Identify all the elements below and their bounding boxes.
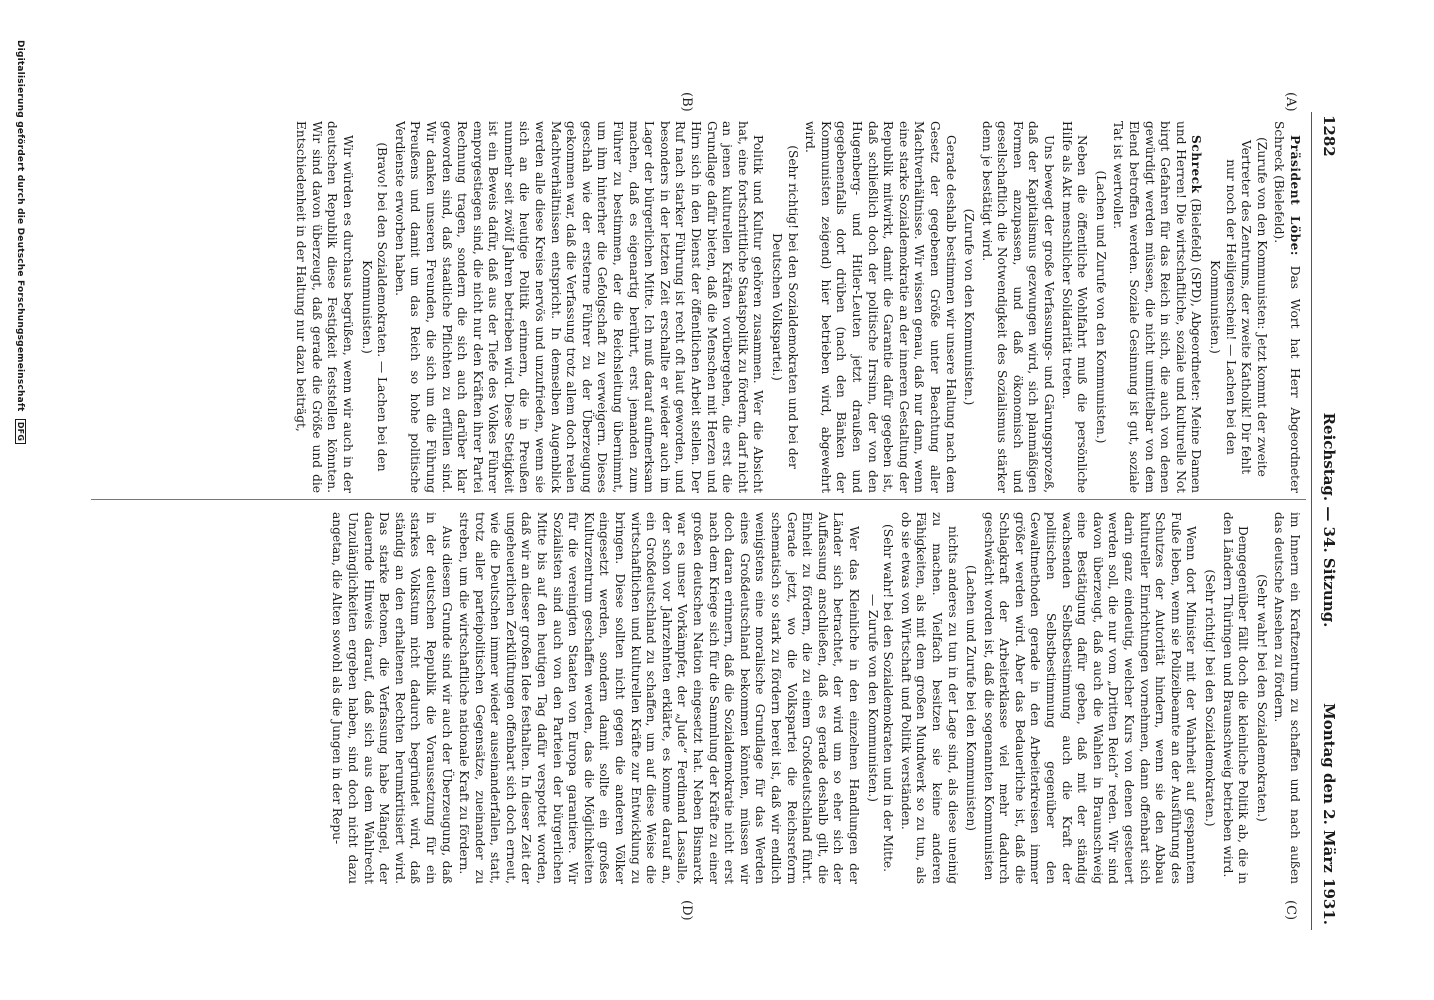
speaker-name: Präsident Löbe: — [1288, 135, 1302, 256]
header-rule — [1311, 112, 1312, 930]
speaker-name: Schreck — [1189, 135, 1204, 194]
paragraph-text: Gerade deshalb bestimmen wir unsere Haltung nach dem Gesetz der gegebenen Größe unter Beachtung aller Machtverhältnisse. Wir wissen genau, daß nur dann, wenn eine starke Sozialdemokratie an der inneren Gestaltung der Republik mitwirkt, damit die Garantie dafür gegeben ist, daß schließlich doch der politische Irrsinn, der von den Hugenberg- und Hitler-Leuten jetzt draußen und gegebenenfalls dort drüben (nach den Bänken der Kommunisten zeigend) hier betrieben wird, abgewehrt wird. — [803, 121, 958, 493]
left-text-column — [92, 121, 1302, 493]
interjection — [1201, 524, 1217, 872]
paragraph-text: Aus diesem Grunde sind wir auch der Überzeugung, daß in der deutschen Republik die Voraussetzung für ein starkes Volkstum nicht dadurch begründet wird, daß ständig an den erhaltenen Rechten herumkritisiert wird. Das starke Betonen, die Verfassung habe Mängel, der dauernde Hinweis darauf, daß sich aus dem Wahlrecht Unzulänglichkeiten ergeben haben, sind doch nicht dazu angetan, die Alten sowohl als die Jungen in der Repu- — [330, 512, 454, 884]
interjection — [963, 524, 979, 872]
running-header — [1312, 115, 1338, 925]
interjection — [1253, 524, 1269, 872]
interjection — [864, 524, 895, 872]
paragraph-text: Wer das Kleinliche in den einzelnen Handlungen der Länder sich betrachtet, der wird um so eher sich der Auffassung anschließen, daß es gerade deshalb gilt, die Einheit zu fördern, die zu einem Großdeutschland führt. Gerade jetzt, wo die Volkspartei die Reichsreform schematisch so stark zu fördern bereit ist, daß wir endlich wenigstens eine moralische Grundlage für das Werden eines Großdeutschland bekommen könnten, müssen wir doch daran erinnern, daß die Sozialdemokratie nicht erst nach dem Kriege sich für die Sammlung der Kräfte zu einer großen deutschen Nation eingesetzt hat. Neben Bismarck war es unser Vorkämpfer, der „Jude“ Ferdinand Lassalle, der schon vor Jahrzehnten erklärte, es komme darauf an, ein Großdeutschland zu schaffen, um auf diese Weise die wirtschaftlichen und kulturellen Kräfte zur Entwicklung zu bringen. Diese sollten nicht gegen die anderen Völker eingesetzt werden, sondern damit sollte ein großes Kulturzentrum geschaffen werden, das die Möglichkeiten für die vereinigten Staaten von Europa garantiere. Wir Sozialisten sind auch von den Parteien der bürgerlichen Mitte bis auf den heutigen Tag dafür verspottet worden, daß wir an dieser großen Idee festhalten. In dieser Zeit der ungeheuerlichen Zerklüftungen offenbart sich doch erneut, wie die Deutschen immer wieder auseinanderfallen, statt, trotz aller parteipolitischen Gegensätze, zueinander zu streben, um die wirtschaftliche nationale Kraft zu fördern. — [457, 512, 861, 884]
margin-marker-d: (D) — [679, 900, 694, 921]
credit-text: Digitalisierung gefördert durch die Deutsche Forschungsgemeinschaft — [15, 40, 25, 412]
paragraph-text: (Bravo! bei den Sozialdemokraten. — Lachen bei den Kommunisten.) — [359, 142, 390, 472]
paragraph-text: (Sehr richtig! bei den Sozialdemokraten.) — [1203, 569, 1218, 827]
paragraph — [391, 121, 765, 493]
paragraph-text: Das Wort hat Herr Abgeordneter Schreck (Bielefeld). — [1272, 121, 1302, 493]
margin-marker-c: (C) — [1283, 900, 1298, 921]
speaker-paragraph — [1110, 121, 1204, 493]
interjection — [358, 133, 389, 481]
header-title: Reichstag. — 34. Sitzung. — [1320, 412, 1338, 628]
header-date: Montag den 2. März 1931. — [1320, 703, 1338, 925]
interjection — [768, 133, 799, 481]
paragraph-text: im Innern ein Kraftzentrum zu schaffen und nach außen das deutsche Ansehen zu fördern. — [1272, 512, 1302, 884]
paragraph — [1058, 121, 1089, 493]
paragraph-text: (Sehr wahr! bei den Sozialdemokraten.) — [1254, 574, 1269, 822]
paragraph — [1219, 512, 1250, 884]
paragraph-text: Wenn dort Minister mit der Wahrheit auf gespanntem Fuße leben, wenn sie Polizeibeamte an der Ausführung des Schutzes der Autorität hindern, wenn sie den Abbau kultureller Einrichtungen vornehmen, dann offenbart sich darin ganz eindeutig, welcher Kurs von denen gesteuert werden soll, die nur vom „Dritten Reich“ reden. Wir sind davon überzeugt, daß auch die Wahlen in Braunschweig eine Bestätigung dafür geben, daß mit der ständig wachsenden Selbstbestimmung auch die Kraft der politischen Selbstbestimmung gegenüber den Gewaltmethoden gerade in den Arbeiterkreisen immer größer werden wird. Aber das Bedauerliche ist, daß die Schlagkraft der Arbeiterklasse viel mehr dadurch geschwächt worden ist, daß die sogenannten Kommunisten — [981, 512, 1199, 884]
paragraph-text: (Zurufe von den Kommunisten: Jetzt kommt der zweite Vertreter des Zentrums, der zweite Katholik! Dir fehlt nur noch der Heiligenschein! — Lachen bei den Kommunisten.) — [1208, 137, 1269, 477]
paragraph-text: Demgegenüber fällt doch die kleinliche Politik ab, die in den Ländern Thüringen und Braunschweig betrieben wird. — [1220, 512, 1251, 884]
column-divider — [91, 499, 1306, 500]
interjection — [1206, 133, 1268, 481]
paragraph — [802, 121, 958, 493]
speaker-paragraph — [1271, 121, 1302, 493]
paragraph — [293, 121, 355, 493]
paragraph-text: Politik und Kultur gehören zusammen. Wer die Absicht hat, eine fortschrittliche Staatspolitik zu fördern, darf nicht an jenen kulturellen Kräften vorübergehen, die erst die Grundlage dafür bieten, daß die Menschen mit Herzen und Hirn sich in den Dienst der öffentlichen Arbeit stellen. Der Ruf nach starker Führung ist recht oft laut geworden, und besonders in der letzten Zeit erschallte er wieder auch im Lager der bürgerlichen Mitte. Ich muß darauf aufmerksam machen, daß es eigenartig berührt, erst jemanden zum Führer zu bestimmen, der die Reichsleitung übernimmt, um ihm hinterher die Gefolgschaft zu verweigern. Dieses geschah wie der ersterne Führer zu der Überzeugung gekommen war, daß die Verfassung trotz allem doch realen Machtverhältnissen entspricht. In demselben Augenblick werden alle diese Kreise nervös und unzufrieden, wenn sie sich an die heutige Politik erinnern, die in Preußen nunmehr seit zwölf Jahren betrieben wird. Diese Stetigkeit ist ein Beweis dafür, daß aus der Tiefe des Volkes Führer emporgestiegen sind, die nicht nur den Kräften ihrer Partei Rechnung tragen, sondern die sich auch darüber klar geworden sind, daß staatliche Pflichten zu erfüllen sind. Wir danken unseren Freunden, die sich um die Führung Preußens und damit um das Reich so hohe politische Verdienste erworben haben. — [392, 121, 766, 493]
paragraph — [978, 121, 1056, 493]
paragraph-text: Uns bewegt der große Verfassungs- und Gärungsprozeß, daß der Kapitalismus gezwungen wird, sich planmäßigen Formen anzupassen, und daß ökonomisch und gesellschaftlich die Notwendigkeit des Sozialismus stärker denn je bestätigt wird. — [979, 121, 1057, 493]
paragraph — [456, 512, 861, 884]
paragraph-text: (Sehr richtig! bei den Sozialdemokraten und bei der Deutschen Volkspartei.) — [770, 145, 800, 469]
paragraph-text: (Lachen und Zurufe bei den Kommunisten) — [964, 564, 979, 831]
page-number: 1282 — [1320, 115, 1338, 157]
margin-marker-b: (B) — [679, 92, 694, 112]
interjection — [1092, 133, 1108, 481]
paragraph-text: Wir würden es durchaus begrüßen, wenn wir auch in der deutschen Republik diese Festigkeit feststellen könnten. Wir sind davon überzeugt, daß gerade die Größe und die Entschiedenheit in der Haltung nur dazu beiträgt, — [294, 121, 355, 493]
paragraph-text: (Lachen und Zurufe von den Kommunisten.) — [1093, 170, 1108, 444]
dfg-logo: DFG — [15, 419, 26, 444]
paragraph — [897, 512, 959, 884]
digitization-credit — [15, 40, 26, 444]
paragraph — [980, 512, 1198, 884]
right-text-column — [92, 512, 1302, 884]
paragraph-text: Neben die öffentliche Wohlfahrt muß die persönliche Hilfe als Akt menschlicher Solidarität treten. — [1059, 121, 1090, 493]
paragraph-text: nichts anderes zu tun in der Lage sind, als diese uneinig zu machen. Vielfach besitzen sie keine anderen Fähigkeiten, als mit dem großen Mundwerk so zu tun, als ob sie etwas von Wirtschaft und Politik verständen. — [898, 512, 960, 884]
paragraph — [1271, 512, 1302, 884]
paragraph — [329, 512, 454, 884]
paragraph-text: (Bielefeld) (SPD), Abgeordneter: Meine Damen und Herren! Die wirtschaftliche, soziale und kulturelle Not birgt Gefahren für das Reich in sich, die auch von denen gewürdigt werden müssen, die nicht unmittelbar von dem Elend betroffen werden. Soziale Gesinnung ist gut, soziale Tat ist wertvoller. — [1111, 121, 1204, 493]
paragraph-text: (Sehr wahr! bei den Sozialdemokraten und in der Mitte. — Zurufe von den Kommunisten.) — [865, 524, 896, 872]
paragraph-text: (Zurufe von den Kommunisten.) — [962, 208, 977, 406]
margin-marker-a: (A) — [1283, 92, 1298, 112]
interjection — [961, 133, 977, 481]
